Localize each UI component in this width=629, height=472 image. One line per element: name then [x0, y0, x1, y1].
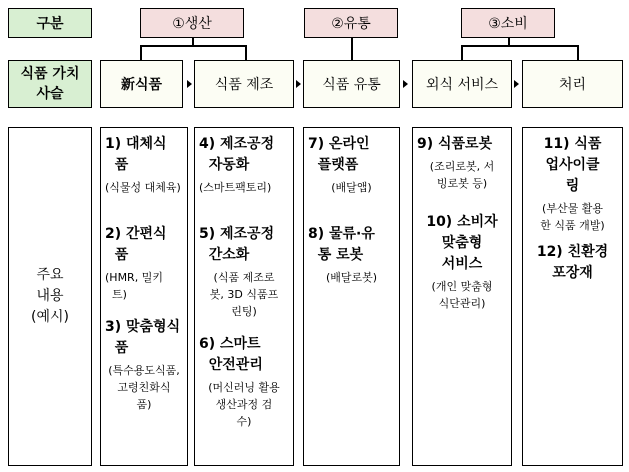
example-note: (부산물 활용 한 식품 개발) [540, 202, 605, 232]
example-title: 1) 대체식 품 [105, 136, 167, 173]
example-note: (식품 제조로 봇, 3D 식품프 린팅) [209, 271, 279, 318]
examples-column-food-service [412, 127, 512, 466]
example-item [199, 224, 289, 320]
stage-food-service-label: 외식 서비스 [425, 77, 499, 93]
connector-production-bar [140, 45, 246, 47]
group-production-label: ①생산 [172, 16, 212, 32]
example-note: (특수용도식품, 고령친화식 품) [108, 364, 180, 411]
stage-distribution-label: 식품 유통 [322, 77, 381, 93]
examples-column-new-food [100, 127, 188, 466]
example-title: 12) 친환경 포장재 [536, 244, 609, 281]
examples-column-manufacturing [194, 127, 294, 466]
group-consumption [461, 8, 555, 38]
stage-manufacturing-label: 식품 제조 [214, 77, 274, 93]
stage-food-service [412, 60, 512, 108]
stage-new-food [100, 60, 183, 108]
example-item [199, 134, 289, 196]
example-item [308, 224, 395, 286]
example-title: 3) 맞춤형식 품 [105, 319, 181, 356]
category-header-label: 구분 [36, 16, 64, 32]
example-item [105, 224, 183, 303]
group-distribution-label: ②유통 [331, 16, 371, 32]
arrow-1 [187, 80, 192, 88]
example-title: 6) 스마트 안전관리 [199, 336, 263, 373]
arrow-4 [514, 80, 519, 88]
examples-label-text: 주요 내용 (예시) [31, 267, 69, 325]
example-note: (배달앱) [331, 181, 372, 194]
example-note: (스마트팩토리) [199, 181, 272, 194]
example-item [417, 212, 507, 312]
stage-manufacturing [194, 60, 294, 108]
example-title: 9) 식품로봇 [417, 136, 493, 152]
example-note: (머신러닝 활용 생산과정 검 수) [208, 381, 280, 428]
example-item [417, 134, 507, 192]
group-consumption-label: ③소비 [488, 16, 528, 32]
example-note: (조리로봇, 서 빙로봇 등) [429, 160, 495, 190]
example-item [308, 134, 395, 196]
connector-production-left [140, 45, 142, 60]
example-title: 8) 물류·유 통 로봇 [308, 226, 375, 263]
examples-column-disposal [522, 127, 623, 466]
example-note: (개인 맞춤형 식단관리) [431, 280, 493, 310]
examples-column-distribution [303, 127, 400, 466]
value-chain-label-text: 식품 가치 사슬 [20, 66, 80, 102]
connector-production-right [245, 45, 247, 60]
examples-label [8, 127, 92, 466]
example-title: 11) 식품 업사이클 링 [543, 136, 602, 194]
example-note: (식물성 대체육) [105, 181, 181, 194]
example-title: 4) 제조공정 자동화 [199, 136, 275, 173]
category-header [8, 8, 92, 38]
arrow-2 [296, 80, 301, 88]
example-item [105, 317, 183, 413]
example-item [527, 134, 618, 234]
group-distribution [304, 8, 398, 38]
example-item [105, 134, 183, 196]
connector-consumption-left [461, 45, 463, 60]
connector-distribution-stem [351, 38, 353, 60]
example-title: 10) 소비자 맞춤형 서비스 [426, 214, 498, 272]
stage-disposal [522, 60, 623, 108]
stage-distribution [303, 60, 400, 108]
example-item [527, 242, 618, 284]
value-chain-label [8, 60, 92, 108]
connector-consumption-right [577, 45, 579, 60]
example-note: (HMR, 밀키 트) [105, 271, 163, 301]
stage-new-food-label: 新식품 [120, 77, 163, 93]
example-note: (배달로봇) [325, 271, 378, 284]
example-item [199, 334, 289, 430]
example-title: 7) 온라인 플랫폼 [308, 136, 370, 173]
connector-consumption-bar [461, 45, 578, 47]
arrow-3 [403, 80, 408, 88]
stage-disposal-label: 처리 [558, 77, 587, 93]
example-title: 5) 제조공정 간소화 [199, 226, 275, 263]
example-title: 2) 간편식 품 [105, 226, 167, 263]
group-production [140, 8, 244, 38]
